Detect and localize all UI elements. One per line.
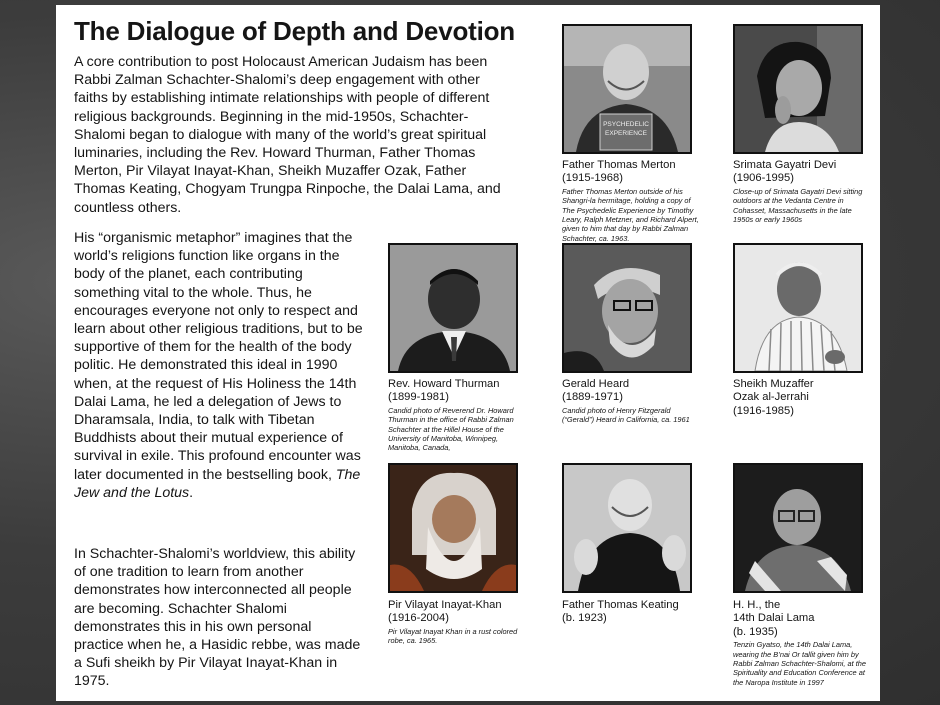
exhibit-panel <box>56 5 880 701</box>
gayatri-devi-name: Srimata Gayatri Devi (1906-1995) <box>733 159 837 185</box>
keating-name: Father Thomas Keating (b. 1923) <box>562 599 679 625</box>
dalai-lama-photo <box>733 463 863 593</box>
vilayat-description: Pir Vilayat Inayat Khan in a rust colored robe, ca. 1965. <box>388 626 518 646</box>
svg-text:PSYCHEDELIC: PSYCHEDELIC <box>603 121 649 128</box>
heard-name: Gerald Heard (1889-1971) <box>562 378 630 404</box>
gayatri-devi-description: Close-up of Srimata Gayatri Devi sitting outdoors at the Vedanta Centre in Cohasset, Massachusetts in the late 1950s or early 1960s <box>733 186 863 225</box>
dalai-lama-caption <box>733 599 873 687</box>
gayatri-devi-photo <box>733 24 863 154</box>
muzaffer-name: Sheikh Muzaffer Ozak al-Jerrahi (1916-1985) <box>733 378 814 417</box>
book-title: The Jew and the Lotus <box>74 466 361 501</box>
vilayat-photo <box>388 463 518 593</box>
merton-description: Father Thomas Merton outside of his Shangri-la hermitage, holding a copy of The Psychedelic Experience by Timothy Leary, Ralph Metzner, and Richard Alpert, given to him that day by Rabbi Zalman Schachter, ca. 1963. <box>562 186 699 243</box>
dalai-lama-description: Tenzin Gyatso, the 14th Dalai Lama, wearing the B’nai Or tallit given him by Rabbi Zalman Schachter-Shalomi, at the Spirituality and Education Conference at the Naropa Institute in 1997 <box>733 640 866 687</box>
muzaffer-photo <box>733 243 863 373</box>
heard-caption <box>562 378 702 425</box>
heard-description: Candid photo of Henry Fitzgerald (“Gerald”) Heard in California, ca. 1961 <box>562 405 690 425</box>
gayatri-devi-caption <box>733 159 873 224</box>
thurman-photo <box>388 243 518 373</box>
metaphor-end: . <box>189 484 194 501</box>
merton-caption <box>562 159 702 243</box>
muzaffer-caption <box>733 378 873 419</box>
merton-name: Father Thomas Merton (1915-1968) <box>562 159 676 185</box>
thurman-description: Candid photo of Reverend Dr. Howard Thurman in the office of Rabbi Zalman Schachter at the Hillel House of the University of Manitoba, Winnipeg, Manitoba, Canada, <box>388 405 514 453</box>
keating-photo <box>562 463 692 593</box>
intro-paragraph: A core contribution to post Holocaust American Judaism has been Rabbi Zalman Schachter-Shalomi’s deep engagement with other faiths by establishing intimate relationships with people of different religious backgrounds. Beginning in the mid-1950s, Schachter-Shalomi began to dialogue with many of the world’s great spiritual luminaries, including the Rev. Howard Thurman, Father Thomas Merton, Pir Vilayat Inayat-Khan, Sheikh Muzaffer Ozak, Father Thomas Keating, Chogyam Trungpa Rinpoche, the Dalai Lama, and countless others. <box>74 54 501 216</box>
thurman-name: Rev. Howard Thurman (1899-1981) <box>388 378 500 404</box>
vilayat-name: Pir Vilayat Inayat-Khan (1916-2004) <box>388 599 502 625</box>
worldview-paragraph: In Schachter-Shalomi’s worldview, this ability of one tradition to learn from another demonstrates how interconnected all people are becoming. Schachter Shalomi demonstrates this in his own personal practice when he, a Hasidic rebbe, was made a Sufi sheikh by Pir Vilayat Inayat-Khan in 1975. <box>74 546 361 690</box>
vilayat-caption <box>388 599 528 646</box>
page-title: The Dialogue of Depth and Devotion <box>74 16 515 46</box>
metaphor-paragraph <box>74 229 364 502</box>
dalai-lama-name: H. H., the 14th Dalai Lama (b. 1935) <box>733 599 815 638</box>
keating-caption <box>562 599 702 627</box>
heard-photo <box>562 243 692 373</box>
thurman-caption <box>388 378 528 453</box>
merton-photo <box>562 24 692 154</box>
metaphor-text: His “organismic metaphor” imagines that the world’s religions function like organs in the body of the planet, each contributing something vital to the whole. Thus, he encourages everyone not only to respect and learn about other religious traditions, but to be supportive of them for the health of the body politic. He demonstrated this ideal in 1990 when, at the request of His Holiness the 14th Dalai Lama, he led a delegation of Jews to Dharamsala, India, to talk with Tibetan Buddhists about their mutual experience of survival in exile. This profound encounter was later documented in the bestselling book, <box>74 230 363 483</box>
svg-text:EXPERIENCE: EXPERIENCE <box>605 130 647 137</box>
